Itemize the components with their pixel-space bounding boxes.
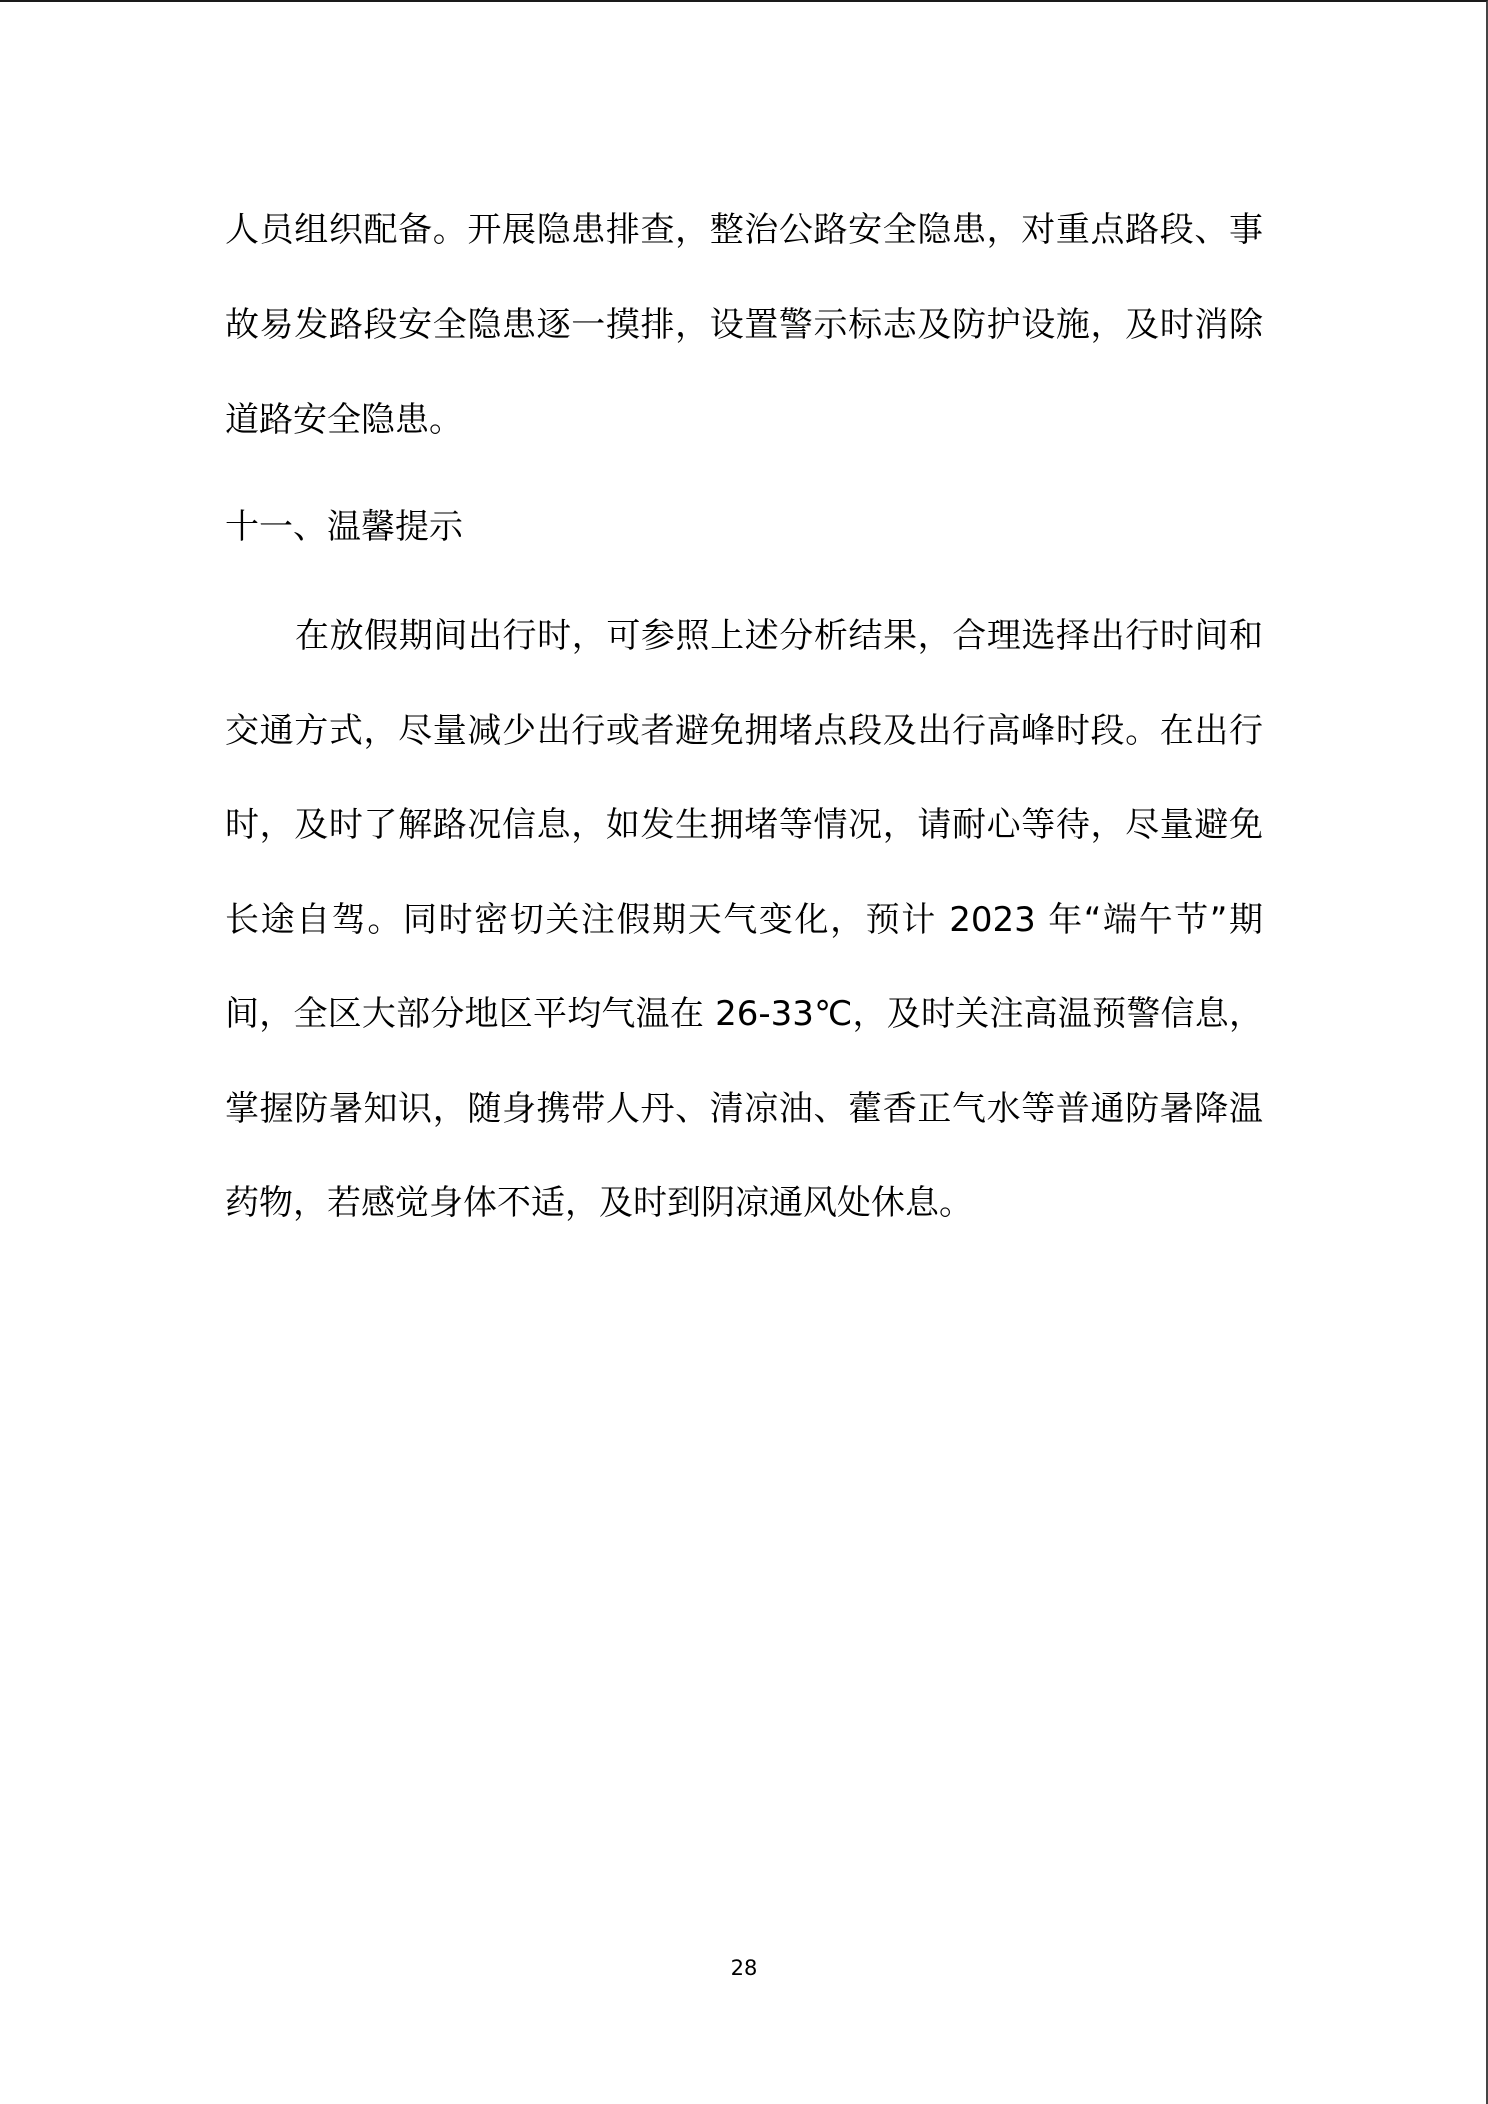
paragraph-line: 道路安全隐患。: [225, 400, 463, 440]
paragraph-line: 人员组织配备。开展隐患排查，整治公路安全隐患，对重点路段、事: [225, 210, 1263, 250]
paragraph-line: 时，及时了解路况信息，如发生拥堵等情况，请耐心等待，尽量避免: [225, 805, 1263, 845]
page-number: 28: [730, 1956, 758, 1980]
paragraph-line: 在放假期间出行时，可参照上述分析结果，合理选择出行时间和: [295, 616, 1263, 656]
section-heading: 十一、温馨提示: [225, 507, 463, 547]
paragraph-line: 间，全区大部分地区平均气温在 26-33℃，及时关注高温预警信息，: [225, 994, 1263, 1034]
paragraph-line: 故易发路段安全隐患逐一摸排，设置警示标志及防护设施，及时消除: [225, 305, 1263, 345]
paragraph-line: 交通方式，尽量减少出行或者避免拥堵点段及出行高峰时段。在出行: [225, 711, 1263, 751]
paragraph-line: 掌握防暑知识，随身携带人丹、清凉油、藿香正气水等普通防暑降温: [225, 1089, 1263, 1129]
paragraph-line: 药物，若感觉身体不适，及时到阴凉通风处休息。: [225, 1183, 973, 1223]
paragraph-line: 长途自驾。同时密切关注假期天气变化，预计 2023 年“端午节”期: [225, 900, 1263, 940]
